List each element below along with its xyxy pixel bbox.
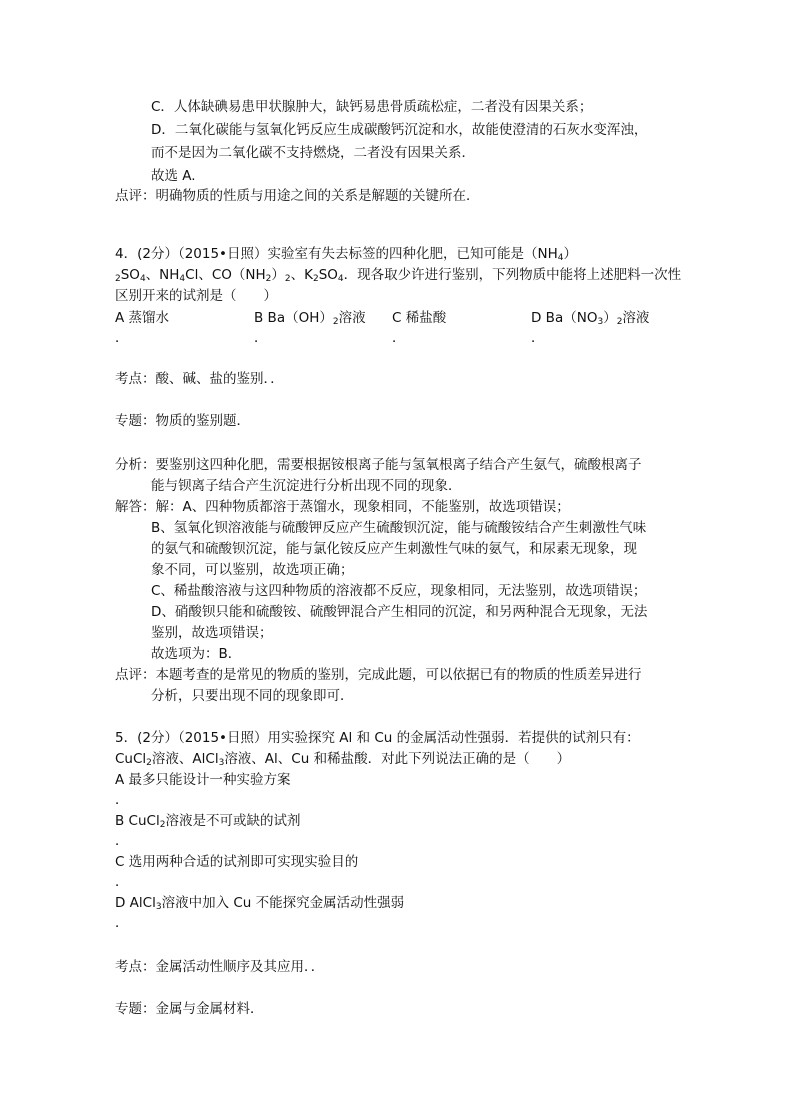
option-text: B Ba（OH）: [254, 310, 333, 326]
q5-option-c: C 选用两种合适的试剂即可实现实验目的: [115, 854, 359, 870]
formula-text: CuCl: [115, 751, 147, 767]
subscript: 2: [284, 274, 291, 284]
q4-solution-line8: 故选项为：B．: [151, 646, 242, 662]
comment-text: 明确物质的性质与用途之间的关系是解题的关键所在．: [155, 188, 480, 204]
q4-solution-line1: 解答：解：A、四种物质都溶于蒸馏水，现象相同，不能鉴别，故选项错误；: [115, 499, 570, 515]
option-text: D Ba（NO: [531, 310, 598, 326]
option-dot: ．: [531, 330, 545, 346]
q4-analysis-line2: 能与钡离子结合产生沉淀进行分析出现不同的现象．: [151, 478, 462, 494]
q4-analysis-line1: 分析：要鉴别这四种化肥，需要根据铵根离子能与氢氧根离子结合产生氨气，硫酸根离子: [115, 457, 642, 473]
prev-comment: [115, 187, 480, 205]
subscript: 2: [159, 820, 166, 830]
q4-kaodian: 考点：酸、碱、盐的鉴别．．: [115, 371, 284, 387]
subscript: 4: [179, 274, 186, 284]
q4-option-d: [531, 309, 649, 327]
option-dot: ．: [254, 330, 268, 346]
q4-solution-line3: 的氨气和硫酸钡沉淀，能与氯化铵反应产生刺激性气味的氨气，和尿素无现象，现: [151, 541, 637, 557]
subscript: 2: [332, 317, 339, 327]
q4-stem-line3: 区别开来的试剂是（ ）: [115, 288, 277, 304]
option-dot: ．: [392, 330, 406, 346]
option-text: 溶液是不可或缺的试剂: [165, 813, 301, 829]
option-dot: ．: [115, 792, 129, 808]
q4-zhuanti: 专题：物质的鉴别题．: [115, 413, 250, 429]
q4-comment-line1: 点评：本题考查的是常见的物质的鉴别，完成此题，可以依据已有的物质的性质差异进行: [115, 667, 642, 683]
subscript: 2: [312, 274, 319, 284]
q4-option-b: [254, 309, 366, 327]
comment-label: 点评：: [115, 188, 156, 204]
q4-comment-line2: 分析，只要出现不同的现象即可．: [151, 688, 354, 704]
formula-text: 、K: [290, 267, 313, 283]
option-dot: ．: [115, 874, 129, 890]
q4-solution-line5: C、稀盐酸溶液与这四种物质的溶液都不反应，现象相同，无法鉴别，故选项错误；: [151, 583, 647, 599]
subscript: 4: [139, 274, 146, 284]
q5-option-d: [115, 894, 404, 912]
q4-option-c: C 稀盐酸: [392, 310, 447, 326]
q4-solution-line6: D、硝酸钡只能和硫酸铵、硫酸钾混合产生相同的沉淀，和另两种混合无现象，无法: [151, 604, 648, 620]
q5-option-b: [115, 812, 300, 830]
option-dot: ．: [115, 330, 129, 346]
subscript: 4: [557, 253, 564, 263]
q4-solution-line4: 象不同，可以鉴别，故选项正确；: [151, 562, 354, 578]
prev-option-d-explanation-line1: D．二氧化碳能与氢氧化钙反应生成碳酸钙沉淀和水，故能使澄清的石灰水变浑浊，: [151, 122, 648, 138]
formula-text: 、NH: [145, 267, 180, 283]
formula-text: ）: [271, 267, 285, 283]
q4-stem-line1: [115, 245, 577, 263]
q4-solution-line7: 鉴别，故选项错误；: [151, 625, 273, 641]
subscript: 2: [115, 274, 121, 284]
option-dot: ．: [115, 915, 129, 931]
formula-text: SO: [120, 267, 140, 283]
option-text: 溶液中加入 Cu 不能探究金属活动性强弱: [161, 895, 405, 911]
q5-stem-line2: [115, 750, 570, 768]
subscript: 3: [155, 902, 162, 912]
formula-text: Cl、CO（NH: [185, 267, 266, 283]
subscript: 2: [616, 317, 623, 327]
formula-text: SO: [318, 267, 338, 283]
option-text: B CuCl: [115, 813, 160, 829]
option-text: 溶液: [622, 310, 650, 326]
prev-option-c-explanation: C．人体缺碘易患甲状腺肿大，缺钙易患骨质疏松症，二者没有因果关系；: [151, 99, 593, 115]
q5-kaodian: 考点：金属活动性顺序及其应用．．: [115, 959, 325, 975]
prev-option-d-explanation-line2: 而不是因为二氧化碳不支持燃烧，二者没有因果关系．: [151, 145, 475, 161]
prev-answer-choice: 故选 A.: [151, 168, 196, 184]
q5-option-a: A 最多只能设计一种实验方案: [115, 772, 291, 788]
subscript: 2: [146, 758, 152, 768]
subscript: 4: [337, 274, 344, 284]
q4-stem-text: ．现各取少许进行鉴别，下列物质中能将上述肥料一次性: [343, 267, 682, 283]
q4-header-text: 4．(2分）（2015•日照）实验室有失去标签的四种化肥，已知可能是（NH: [115, 246, 558, 262]
q4-stem-line2: [115, 266, 681, 284]
option-text: D AlCl: [115, 895, 156, 911]
q5-zhuanti: 专题：金属与金属材料．: [115, 1001, 264, 1017]
q4-header-close: ）: [563, 246, 577, 262]
option-text: ）: [603, 310, 617, 326]
option-dot: ．: [115, 833, 129, 849]
formula-text: 溶液、AlCl: [151, 751, 219, 767]
q4-solution-line2: B、氢氧化钡溶液能与硫酸钾反应产生硫酸钡沉淀，能与硫酸铵结合产生刺激性气味: [151, 520, 647, 536]
option-text: 溶液: [338, 310, 366, 326]
subscript: 3: [597, 317, 604, 327]
subscript: 3: [218, 758, 225, 768]
q4-option-a: A 蒸馏水: [115, 310, 170, 326]
q5-stem-text: 溶液、Al、Cu 和稀盐酸．对此下列说法正确的是（ ）: [224, 751, 571, 767]
q5-stem-line1: 5．(2分）（2015•日照）用实验探究 Al 和 Cu 的金属活动性强弱．若提供的试剂只有：: [115, 730, 640, 746]
subscript: 2: [265, 274, 272, 284]
